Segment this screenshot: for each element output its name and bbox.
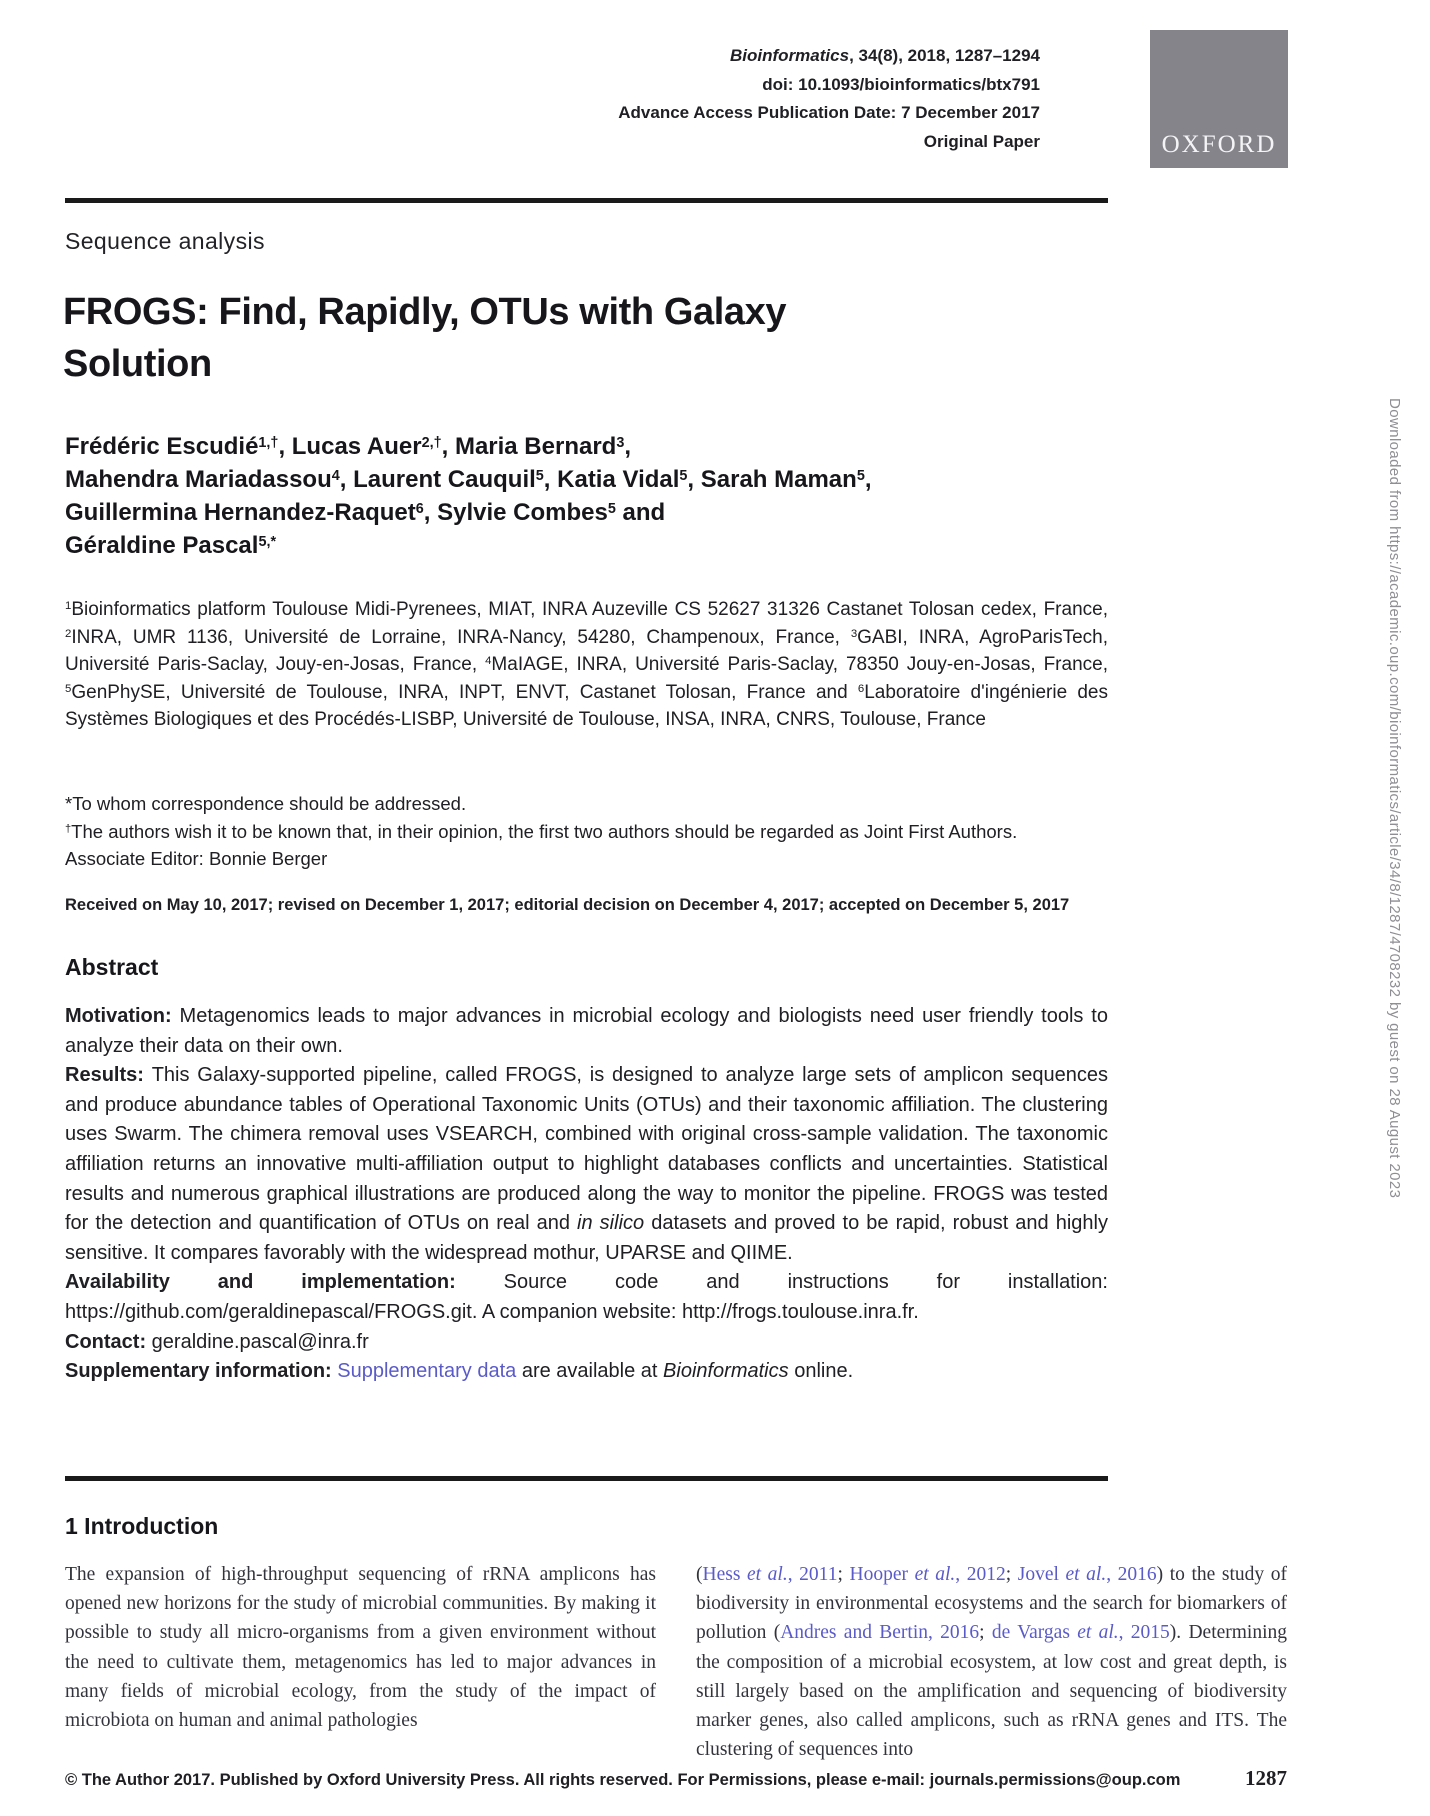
- superscript: 5,*: [258, 533, 277, 550]
- intro-paragraph-left: The expansion of high-throughput sequencing of rRNA amplicons has opened new horizons for the study of microbial communities. By making it possible to study all micro-organisms from a given environment without the need to cultivate them, metagenomics has led to major advances in many fields of microbial ecology, from the study of the impact of microbiota on human and animal pathologies: [65, 1564, 656, 1732]
- link[interactable]: et al.: [1077, 1622, 1119, 1644]
- text-segment: ,: [864, 466, 872, 493]
- text-segment: ;: [1005, 1564, 1018, 1585]
- superscript: 1: [65, 600, 72, 613]
- text-segment: Supplementary information:: [65, 1360, 338, 1383]
- journal-header: [65, 42, 1040, 156]
- text-segment: in silico: [577, 1212, 645, 1235]
- text-segment: , Maria Bernard: [441, 433, 617, 460]
- text-segment: Laboratoire d'ingénierie des Systèmes Biologiques et des Procédés-LISBP, Université de Toulouse, INSA, INRA, CNRS, Toulouse, France: [65, 681, 1108, 730]
- text-segment: ;: [979, 1622, 992, 1644]
- link[interactable]: Hooper: [849, 1564, 915, 1585]
- text-segment: Results:: [65, 1064, 152, 1087]
- superscript: 4: [485, 655, 492, 668]
- intro-paragraph-right: [696, 1560, 1287, 1764]
- text-segment: datasets and proved to be rapid, robust and highly sensitive. It compares favorably with the widespread mothur, UPARSE and QIIME.: [65, 1212, 1108, 1264]
- text-segment: MaIAGE, INRA, Université Paris-Saclay, 78350 Jouy-en-Josas, France,: [491, 654, 1108, 675]
- text-segment: GABI, INRA, AgroParisTech, Université Paris-Saclay, Jouy-en-Josas, France,: [65, 626, 1109, 675]
- text-segment: ) to the study of biodiversity in environmental ecosystems and the search for biomarkers of pollution (: [696, 1564, 1288, 1644]
- paper-type-label: Original Paper: [923, 131, 1040, 151]
- link[interactable]: Jovel: [1017, 1564, 1066, 1585]
- abstract-heading: Abstract: [65, 954, 159, 980]
- text-segment: Metagenomics leads to major advances in microbial ecology and biologists need user friendly tools to analyze their data on their own.: [65, 1005, 1108, 1057]
- text-segment: This Galaxy-supported pipeline, called FROGS, is designed to analyze large sets of amplicon sequences and produce abundance tables of Operational Taxonomic Units (OTUs) and their taxonomic affiliation. The clustering uses Swarm. The chimera removal uses VSEARCH, combined with original cross-sample validation. The taxonomic affiliation returns an innovative multi-affiliation output to highlight databases conflicts and uncertainties. Statistical results and numerous graphical illustrations are produced along the way to monitor the pipeline. FROGS was tested for the detection and quantification of OTUs on real and: [65, 1064, 1108, 1235]
- author-line: [65, 463, 1108, 496]
- superscript: 6: [857, 682, 865, 695]
- header-rule: [65, 198, 1108, 203]
- link[interactable]: Supplementary data: [337, 1360, 517, 1383]
- text-segment: Bioinformatics: [663, 1360, 789, 1383]
- text-segment: ,: [624, 433, 632, 460]
- author-list: [65, 430, 1108, 562]
- text-segment: Mahendra Mariadassou: [65, 466, 332, 493]
- superscript: 3: [616, 434, 625, 451]
- abstract-supplementary: [65, 1357, 1108, 1387]
- received-dates: Received on May 10, 2017; revised on December 1, 2017; editorial decision on December 4, 2017; accepted on December 5, 2017: [65, 896, 1070, 914]
- superscript: 4: [331, 467, 340, 484]
- superscript: 3: [850, 627, 858, 640]
- page-footer: [65, 1766, 1287, 1791]
- paper-title-line: Solution: [63, 343, 212, 385]
- journal-citation: [65, 42, 1040, 71]
- text-segment: Contact:: [65, 1330, 152, 1353]
- introduction-heading: 1 Introduction: [65, 1513, 219, 1539]
- superscript: †: [65, 822, 72, 835]
- text-segment: , Lucas Auer: [278, 433, 422, 460]
- download-watermark: Downloaded from https://academic.oup.com/bioinformatics/article/34/8/1287/4708232 by guest on 28 August 2023: [1386, 398, 1403, 1199]
- link[interactable]: Andres and Bertin, 2016: [780, 1622, 980, 1644]
- paper-title-line: FROGS: Find, Rapidly, OTUs with Galaxy: [63, 291, 787, 333]
- oxford-logo: [1150, 30, 1288, 168]
- abstract-motivation: [65, 1002, 1108, 1061]
- text-segment: , Sylvie Combes: [423, 499, 608, 526]
- intro-column-right: [696, 1560, 1287, 1764]
- text-segment: Bioinformatics: [730, 46, 850, 65]
- text-segment: are available at: [516, 1360, 664, 1383]
- correspondence-note: *To whom correspondence should be addressed.: [65, 793, 467, 814]
- link[interactable]: et al.: [1065, 1564, 1107, 1585]
- text-segment: Géraldine Pascal: [65, 532, 259, 559]
- author-line: [65, 430, 1108, 463]
- affiliations: [65, 596, 1108, 734]
- link[interactable]: Hess: [702, 1564, 748, 1585]
- link[interactable]: , 2015: [1118, 1622, 1170, 1644]
- page-number: 1287: [1245, 1766, 1287, 1790]
- author-line: [65, 496, 1108, 529]
- link[interactable]: de Vargas: [991, 1622, 1078, 1644]
- text-segment: ;: [837, 1564, 850, 1585]
- text-segment: , 34(8), 2018, 1287–1294: [849, 46, 1040, 65]
- body-columns: [65, 1560, 1287, 1764]
- superscript: 5: [856, 467, 865, 484]
- advance-access-date: Advance Access Publication Date: 7 December 2017: [618, 103, 1040, 122]
- associate-editor-note: Associate Editor: Bonnie Berger: [65, 848, 328, 869]
- abstract-results: [65, 1061, 1108, 1268]
- superscript: 2: [65, 627, 72, 640]
- text-segment: Motivation:: [65, 1005, 180, 1027]
- link[interactable]: , 2011: [787, 1564, 838, 1585]
- oxford-logo-text: OXFORD: [1161, 131, 1277, 158]
- text-segment: , Laurent Cauquil: [339, 466, 536, 493]
- text-segment: Guillermina Hernandez-Raquet: [65, 499, 416, 526]
- text-segment: The authors wish it to be known that, in their opinion, the first two authors should be regarded as Joint First Authors.: [71, 820, 1018, 842]
- joint-authors-note: [65, 818, 1108, 846]
- text-segment: Source code and instructions for installation: https://github.com/geraldinepascal/FROGS.git. A companion website: http://frogs.toulouse.inra.fr.: [65, 1271, 1108, 1323]
- text-segment: , Katia Vidal: [543, 466, 680, 493]
- superscript: 5: [65, 682, 72, 695]
- link[interactable]: et al.: [747, 1564, 788, 1585]
- text-segment: ). Determining the composition of a microbial ecosystem, at low cost and great depth, is still largely based on the amplification and sequencing of biodiversity marker genes, also called amplicons, such as rRNA genes and ITS. The clustering of sequences into: [696, 1622, 1288, 1761]
- abstract-availability: [65, 1268, 1108, 1327]
- superscript: 6: [415, 500, 424, 517]
- copyright-notice: © The Author 2017. Published by Oxford University Press. All rights reserved. For Permissions, please e-mail: journals.permissions@oup.com: [65, 1771, 1181, 1789]
- text-segment: Frédéric Escudié: [65, 433, 259, 460]
- superscript: 5: [679, 467, 688, 484]
- abstract-contact: [65, 1328, 1108, 1358]
- text-segment: and: [615, 499, 666, 526]
- text-segment: geraldine.pascal@inra.fr: [151, 1330, 369, 1353]
- abstract-body: [65, 1002, 1108, 1387]
- superscript: 5: [535, 467, 544, 484]
- link[interactable]: , 2012: [955, 1564, 1006, 1585]
- intro-column-left: [65, 1560, 656, 1764]
- text-segment: , Sarah Maman: [687, 466, 857, 493]
- superscript: 5: [607, 500, 616, 517]
- text-segment: Bioinformatics platform Toulouse Midi-Pyrenees, MIAT, INRA Auzeville CS 52627 31326 Castanet Tolosan cedex, France,: [71, 599, 1108, 620]
- journal-doi: doi: 10.1093/bioinformatics/btx791: [762, 74, 1040, 94]
- footnotes: [65, 790, 1108, 873]
- text-segment: (: [696, 1564, 703, 1585]
- section-label: Sequence analysis: [65, 228, 265, 254]
- superscript: 2,†: [421, 434, 442, 451]
- author-line: [65, 529, 1108, 562]
- link[interactable]: et al.: [914, 1564, 956, 1585]
- text-segment: INRA, UMR 1136, Université de Lorraine, INRA-Nancy, 54280, Champenoux, France,: [71, 626, 851, 648]
- superscript: 1,†: [258, 434, 279, 451]
- paper-title: [63, 286, 1063, 390]
- text-segment: online.: [788, 1360, 854, 1383]
- section-rule: [65, 1476, 1108, 1481]
- link[interactable]: , 2016: [1106, 1564, 1157, 1585]
- text-segment: GenPhySE, Université de Toulouse, INRA, INPT, ENVT, Castanet Tolosan, France and: [71, 681, 858, 703]
- text-segment: Availability and implementation:: [65, 1271, 504, 1294]
